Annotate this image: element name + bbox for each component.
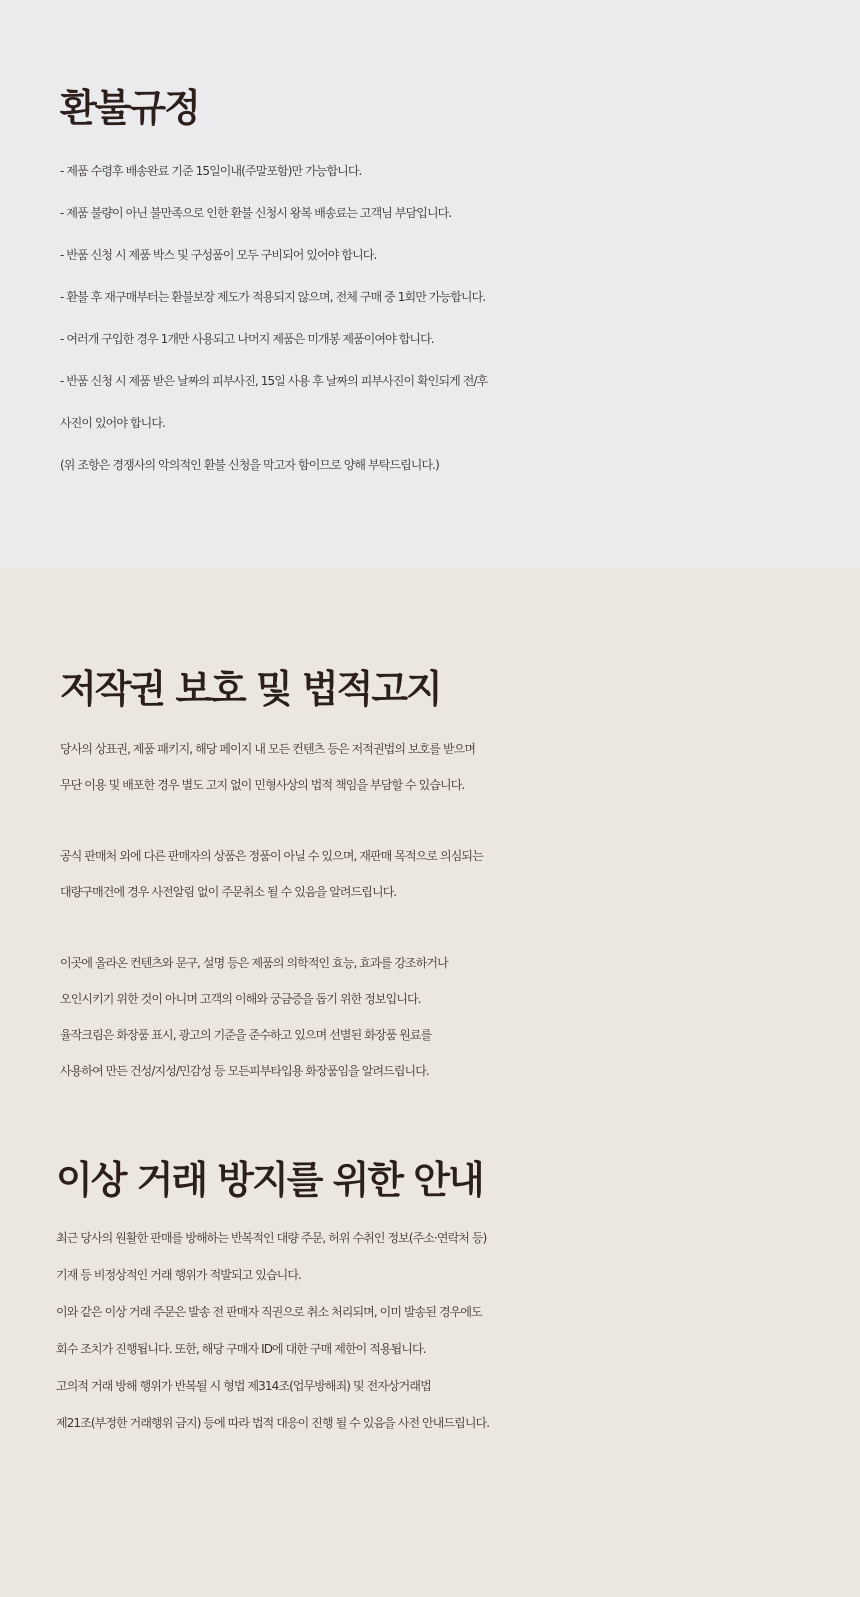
resale-notice-paragraph [60, 838, 860, 910]
abnormal-transaction-line: 이와 같은 이상 거래 주문은 발송 전 판매자 직권으로 취소 처리되며, 이미 발송된 경우에도 [56, 1305, 482, 1319]
refund-policy-list [60, 150, 860, 486]
copyright-line: 당사의 상표권, 제품 패키지, 해당 페이지 내 모든 컨텐츠 등은 저적권법의 보호를 받으며 [60, 742, 476, 756]
refund-policy-section [0, 0, 860, 568]
abnormal-transaction-notice [56, 1089, 860, 1442]
refund-policy-line: 사진이 있어야 합니다. [60, 416, 165, 430]
refund-policy-line: - 환불 후 재구매부터는 환불보장 제도가 적용되지 않으며, 전체 구매 중 1회만 가능합니다. [60, 290, 486, 304]
refund-policy-title: 환불규정 [60, 86, 199, 130]
paragraph-spacer [60, 803, 860, 838]
copyright-notice-title: 저작권 보호 및 법적고지 [60, 667, 441, 711]
copyright-line: 무단 이용 및 배포한 경우 별도 고지 없이 민형사상의 법적 책임을 부담할 수 있습니다. [60, 778, 465, 792]
refund-policy-line: - 반품 신청 시 제품 받은 날짜의 피부사진, 15일 사용 후 날짜의 피부사진이 확인되게 전/후 [60, 374, 488, 388]
resale-notice-line: 대량구매건에 경우 사전알림 없이 주문취소 될 수 있음을 알려드립니다. [60, 885, 397, 899]
refund-policy-line: - 제품 불량이 아닌 불만족으로 인한 환불 신청시 왕복 배송료는 고객님 부담입니다. [60, 206, 452, 220]
paragraph-spacer [60, 910, 860, 945]
content-disclaimer-paragraph [60, 945, 860, 1089]
content-disclaimer-line: 이곳에 올라온 컨텐츠와 문구, 설명 등은 제품의 의학적인 효능, 효과를 강조하거나 [60, 956, 448, 970]
copyright-paragraph [60, 731, 860, 803]
content-disclaimer-line: 오인시키기 위한 것이 아니며 고객의 이해와 궁금증을 돕기 위한 정보입니다. [60, 992, 421, 1006]
abnormal-transaction-title: 이상 거래 방지를 위한 안내 [56, 1158, 483, 1202]
abnormal-transaction-line: 기재 등 비정상적인 거래 행위가 적발되고 있습니다. [56, 1268, 301, 1282]
legal-notice-section [0, 568, 860, 1597]
resale-notice-line: 공식 판매처 외에 다른 판매자의 상품은 정품이 아닐 수 있으며, 재판매 목적으로 의심되는 [60, 849, 483, 863]
refund-policy-line: (위 조항은 경쟁사의 악의적인 환불 신청을 막고자 함이므로 양해 부탁드립니다.) [60, 458, 439, 472]
content-disclaimer-line: 사용하여 만든 건성/지성/민감성 등 모든피부타입용 화장품임을 알려드립니다. [60, 1064, 429, 1078]
refund-policy-line: - 반품 신청 시 제품 박스 및 구성품이 모두 구비되어 있어야 합니다. [60, 248, 377, 262]
refund-policy-line: - 제품 수령후 배송완료 기준 15일이내(주말포함)만 가능합니다. [60, 164, 362, 178]
abnormal-transaction-line: 고의적 거래 방해 행위가 반복될 시 형법 제314조(업무방해죄) 및 전자상거래법 [56, 1379, 431, 1393]
abnormal-transaction-line: 회수 조치가 진행됩니다. 또한, 해당 구매자 ID에 대한 구매 제한이 적용됩니다. [56, 1342, 426, 1356]
abnormal-transaction-line: 최근 당사의 원활한 판매를 방해하는 반복적인 대량 주문, 허위 수취인 정보(주소·연락처 등) [56, 1231, 487, 1245]
abnormal-transaction-line: 제21조(부정한 거래행위 금지) 등에 따라 법적 대응이 진행 될 수 있음을 사전 안내드립니다. [56, 1416, 490, 1430]
content-disclaimer-line: 율작크림은 화장품 표시, 광고의 기준을 준수하고 있으며 선별된 화장품 원료를 [60, 1028, 432, 1042]
refund-policy-line: - 여러개 구입한 경우 1개만 사용되고 나머지 제품은 미개봉 제품이여야 합니다. [60, 332, 434, 346]
